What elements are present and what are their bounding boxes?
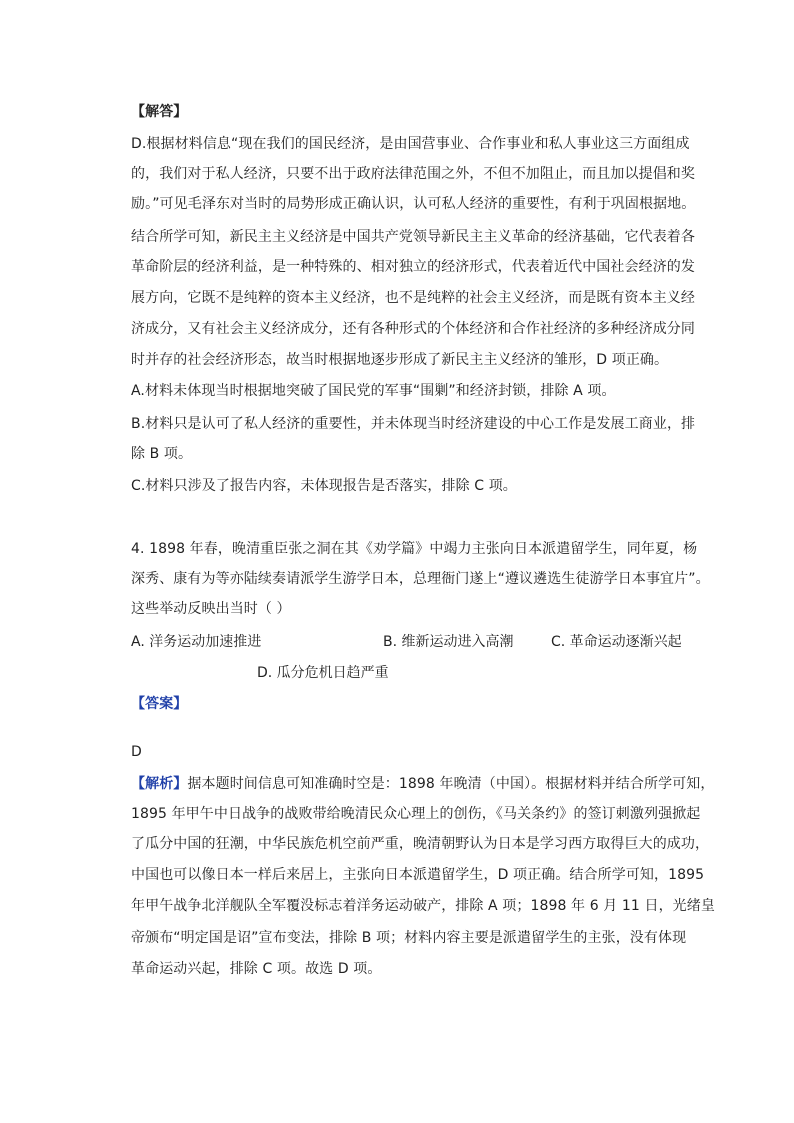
answer-line: 展方向，它既不是纯粹的资本主义经济，也不是纯粹的社会主义经济，而是既有资本主义经 <box>131 290 695 306</box>
answer-line: D.根据材料信息“现在我们的国民经济，是由国营事业、合作事业和私人事业这三方面组成 <box>131 136 690 152</box>
answer-block-heading: 【解答】 <box>131 104 188 120</box>
answer-line: 时并存的社会经济形态，故当时根据地逐步形成了新民主主义经济的雏形，D 项正确。 <box>131 352 669 368</box>
analysis-line: 年甲午战争北洋舰队全军覆没标志着洋务运动破产，排除 A 项；1898 年 6 月 11 日，光绪皇 <box>131 898 715 914</box>
answer-value: D <box>131 744 142 760</box>
analysis-line: 中国也可以像日本一样后来居上，主张向日本派遣留学生，D 项正确。结合所学可知，1895 <box>131 867 705 883</box>
analysis-label: 【解析】 <box>131 776 188 792</box>
analysis-line: 革命运动兴起，排除 C 项。故选 D 项。 <box>131 961 382 977</box>
answer-line: 济成分，又有社会主义经济成分，还有各种形式的个体经济和合作社经济的多种经济成分同 <box>131 321 695 337</box>
analysis-line: 1895 年甲午中日战争的战败带给晚清民众心理上的创伤，《马关条约》的签订刺激列强掀起 <box>131 806 701 822</box>
answer-line: 革命阶层的经济利益，是一种特殊的、相对独立的经济形式，代表着近代中国社会经济的发 <box>131 259 695 275</box>
answer-heading: 【答案】 <box>131 696 188 712</box>
answer-line: A.材料未体现当时根据地突破了国民党的军事“围剿”和经济封锁，排除 A 项。 <box>131 383 616 399</box>
answer-line: 励。”可见毛泽东对当时的局势形成正确认识，认可私人经济的重要性，有利于巩固根据地。 <box>131 196 696 212</box>
option-c: C. 革命运动逐渐兴起 <box>551 634 682 650</box>
analysis-text: 据本题时间信息可知准确时空是：1898 年晚清（中国）。根据材料并结合所学可知， <box>187 776 715 792</box>
answer-line: C.材料只涉及了报告内容，未体现报告是否落实，排除 C 项。 <box>131 478 517 494</box>
option-a: A. 洋务运动加速推进 <box>131 634 262 650</box>
analysis-line: 帝颁布“明定国是诏”宣布变法，排除 B 项；材料内容主要是派遣留学生的主张，没有体现 <box>131 930 687 946</box>
answer-line: 除 B 项。 <box>131 446 193 462</box>
question-stem-line: 4. 1898 年春，晚清重臣张之洞在其《劝学篇》中竭力主张向日本派遣留学生，同年夏，杨 <box>131 541 698 557</box>
analysis-first-line <box>131 774 714 794</box>
option-d: D. 瓜分危机日趋严重 <box>257 665 389 681</box>
question-stem-line: 深秀、康有为等亦陆续奏请派学生游学日本，总理衙门遂上“遵议遴选生徒游学日本事宜片”。 <box>131 571 710 587</box>
option-b: B. 维新运动进入高潮 <box>383 634 514 650</box>
answer-line: 结合所学可知，新民主主义经济是中国共产党领导新民主主义革命的经济基础，它代表着各 <box>131 229 695 245</box>
answer-line: B.材料只是认可了私人经济的重要性，并未体现当时经济建设的中心工作是发展工商业，排 <box>131 416 696 432</box>
analysis-line: 了瓜分中国的狂潮，中华民族危机空前严重，晚清朝野认为日本是学习西方取得巨大的成功， <box>131 836 710 852</box>
answer-line: 的，我们对于私人经济，只要不出于政府法律范围之外，不但不加阻止，而且加以提倡和奖 <box>131 166 695 182</box>
question-stem-line: 这些举动反映出当时（ ） <box>131 601 291 617</box>
